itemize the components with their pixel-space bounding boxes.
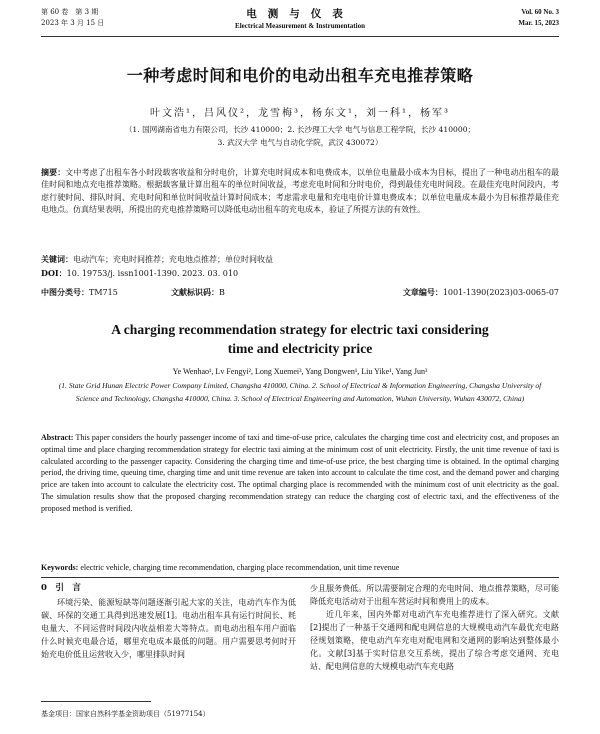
journal-name-cn: 电测与仪表 (246, 8, 354, 20)
funding-note: 基金项目：国家自然科学基金资助项目（51977154） (41, 710, 210, 718)
doc-code (171, 286, 225, 299)
abstract-en-label: Abstract: (41, 433, 74, 442)
clc-value: TM715 (89, 288, 118, 297)
header-volume-cn: 第 60 卷 第 3 期 (41, 8, 99, 16)
body-paragraph: 环境污染、能源短缺等问题逐渐引起大家的关注，电动汽车作为低碳、环保的交通工具得到迅速发展[1]。电动出租车具有运行时间长、耗电量大、不同运营时间段内收益相差大等特点。而电动出租车用户面临什么时候充电最合适，哪里充电成本最低的问题。用户需要思考何时开始充电价低且运营收入少，哪里排队时间 (41, 598, 296, 659)
doi-value: 10. 19753/j. issn1001-1390. 2023. 03. 010 (66, 269, 239, 278)
clc-code (41, 286, 118, 299)
authors-cn: 叶文浩¹，吕风仪²，龙雪梅³，杨东文¹，刘一科¹，杨军³ (149, 108, 451, 119)
body-rule (41, 577, 559, 578)
affiliation-cn-line-2: 3. 武汉大学 电气与自动化学院，武汉 430072） (217, 138, 383, 147)
header-volume-en: Vol. 60 No. 3 (521, 8, 559, 16)
keywords-en-label: Keywords: (41, 563, 79, 572)
abstract-cn-text: 文中考虑了出租车各小时段载客收益和分时电价，计算充电时间成本和电费成本，以单位电量最小成本为目标，提出了一种电动出租车的最佳时间和地点充电推荐策略。根据载客量计算出租车的单位时间收益，考虑充电时间和分时电价，得到最佳充电时间段。在最佳充电时间段内，考虑行驶时间、排队时间、充电时间和单位时间收益计算时间成本；考虑需求电量和充电电价计算电费成本；以单位电量成本最小为目标推荐最佳充电地点。仿真结果表明，所提出的充电推荐策略可以降低电动出租车的充电成本，验证了所提方法的有效性。 (41, 168, 560, 215)
abstract-en (41, 432, 559, 515)
header-date-cn: 2023 年 3 月 15 日 (41, 19, 105, 27)
paper-title-cn: 一种考虑时间和电价的电动出租车充电推荐策略 (126, 66, 474, 85)
clc-label: 中图分类号： (41, 287, 89, 297)
keywords-cn-text: 电动汽车；充电时间推荐；充电地点推荐；单位时间收益 (73, 255, 273, 264)
keywords-en (41, 562, 559, 574)
paper-title-en-line-2: time and electricity price (227, 341, 373, 356)
header-date-en: Mar. 15, 2023 (518, 19, 559, 27)
journal-name-en: Electrical Measurement & Instrumentation (235, 22, 365, 30)
affiliation-cn-line-1: （1. 国网湖南省电力有限公司，长沙 410000；2. 长沙理工大学 电气与信息工程学院，长沙 410000； (124, 125, 476, 134)
header-rule (41, 36, 559, 37)
doc-value: B (219, 288, 225, 297)
article-number (403, 286, 559, 299)
paper-title-en-line-1: A charging recommendation strategy for electric taxi considering (111, 322, 489, 337)
header-center (0, 6, 600, 30)
authors-en: Ye Wenhao¹, Lv Fengyi², Long Xuemei³, Yang Dongwen¹, Liu Yike¹, Yang Jun³ (172, 367, 428, 376)
body-left-column (41, 582, 296, 661)
footnote-rule (41, 701, 151, 702)
doi-label: DOI： (41, 268, 67, 278)
section-title-introduction: 0 引 言 (41, 583, 81, 593)
paper-title-en (0, 320, 600, 358)
affiliation-en: (1. State Grid Hunan Electric Power Company Limited, Changsha 410000, China. 2. School of Electrical & Information Engineering, Changsha University of Science and Technology, Changsha 410000, China. 3. School of Electrical Engineering and Automation, Wuhan University, Wuhan 430072, China) (58, 381, 542, 403)
header-right (518, 7, 559, 29)
keywords-en-text: electric vehicle, charging time recommendation, charging place recommendation, unit time revenue (78, 563, 400, 572)
body-paragraph: 少且服务费低。所以需要制定合理的充电时间、地点推荐策略，尽可能降低充电活动对于出租车营运时间和费用上的成本。 (310, 584, 559, 606)
abstract-en-text: This paper considers the hourly passenger income of taxi and time-of-use price, calculates the charging time cost and electricity cost, and proposes an optimal time and place charging recommendation strategy for electric taxi aiming at the minimum cost of unit electricity. Firstly, the unit time revenue of taxi is calculated according to the passenger capacity. Considering the charging time and time-of-use price, the best charging time is obtained. In the optimal charging period, the driving time, queuing time, charging time and unit time revenue are taken into account to calculate the time cost, and the demand power and charging price are taken into account to calculate the electricity cost. The optimal charging place is recommended with the minimum cost of unit electricity as the goal. The simulation results show that the proposed charging recommendation strategy can reduce the charging cost of electric taxi, and the effectiveness of the proposed method is verified. (41, 433, 559, 513)
body-right-column (310, 582, 559, 673)
article-number-value: 1001-1390(2023)03-0065-07 (442, 288, 559, 297)
doc-label: 文献标识码： (171, 287, 219, 297)
article-number-label: 文章编号： (402, 287, 443, 297)
keywords-cn-label: 关键词： (41, 254, 73, 264)
abstract-cn-label: 摘要： (41, 167, 66, 177)
keywords-cn (41, 253, 273, 266)
doi-line (41, 267, 238, 280)
body-paragraph: 近几年来，国内外都对电动汽车充电推荐进行了深入研究。文献[2]提出了一种基于交通网和配电网信息的大规模电动汽车最优充电路径规划策略，使电动汽车充电对配电网和交通网的影响达到整体最小化。文献[3]基于实时信息交互系统，提出了综合考虑交通网、充电站、配电网信息的大规模电动汽车充电路 (310, 610, 559, 671)
abstract-cn (41, 166, 559, 217)
